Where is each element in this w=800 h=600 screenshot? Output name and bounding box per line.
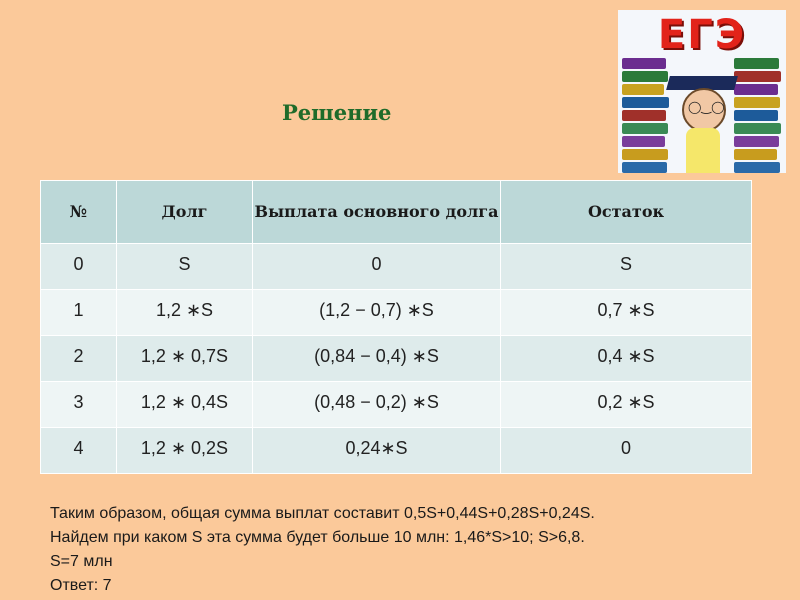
page-title: Решение <box>282 100 392 125</box>
answer-line: Ответ: 7 <box>50 577 112 594</box>
cell-number: 1 <box>41 290 117 336</box>
books-stack-right-icon <box>734 56 782 173</box>
cell-remainder: 0,2 ∗S <box>501 382 752 428</box>
cell-debt: 1,2 ∗ 0,4S <box>117 382 253 428</box>
glasses-icon: ◯‿◯ <box>688 100 725 114</box>
solution-text <box>50 502 780 598</box>
column-header-principal-payment: Выплата основного долга <box>253 181 501 244</box>
cell-remainder: 0 <box>501 428 752 474</box>
cell-principal-payment: 0,24∗S <box>253 428 501 474</box>
cell-debt: 1,2 ∗ 0,7S <box>117 336 253 382</box>
table-row <box>41 290 752 336</box>
cell-principal-payment: (1,2 − 0,7) ∗S <box>253 290 501 336</box>
table-header-row <box>41 181 752 244</box>
cell-remainder: 0,4 ∗S <box>501 336 752 382</box>
cell-debt: 1,2 ∗S <box>117 290 253 336</box>
cell-principal-payment: (0,48 − 0,2) ∗S <box>253 382 501 428</box>
cell-number: 3 <box>41 382 117 428</box>
cell-remainder: 0,7 ∗S <box>501 290 752 336</box>
cell-number: 2 <box>41 336 117 382</box>
table-row <box>41 244 752 290</box>
solution-line-total: Таким образом, общая сумма выплат составит 0,5S+0,44S+0,28S+0,24S. <box>50 505 595 522</box>
books-stack-left-icon <box>622 56 670 173</box>
ege-logo <box>618 10 786 173</box>
cell-number: 4 <box>41 428 117 474</box>
solution-line-inequality: Найдем при каком S эта сумма будет больше 10 млн: 1,46*S>10; S>6,8. <box>50 529 585 546</box>
logo-text: ЕГЭ <box>657 12 747 58</box>
cell-remainder: S <box>501 244 752 290</box>
cell-principal-payment: (0,84 − 0,4) ∗S <box>253 336 501 382</box>
cell-debt: 1,2 ∗ 0,2S <box>117 428 253 474</box>
column-header-remainder: Остаток <box>501 181 752 244</box>
professor-body-icon <box>686 128 720 173</box>
cell-principal-payment: 0 <box>253 244 501 290</box>
solution-line-value: S=7 млн <box>50 553 113 570</box>
table-row <box>41 336 752 382</box>
cell-debt: S <box>117 244 253 290</box>
table-row <box>41 428 752 474</box>
column-header-number: № <box>41 181 117 244</box>
table-row <box>41 382 752 428</box>
payment-table <box>40 180 752 474</box>
cell-number: 0 <box>41 244 117 290</box>
column-header-debt: Долг <box>117 181 253 244</box>
